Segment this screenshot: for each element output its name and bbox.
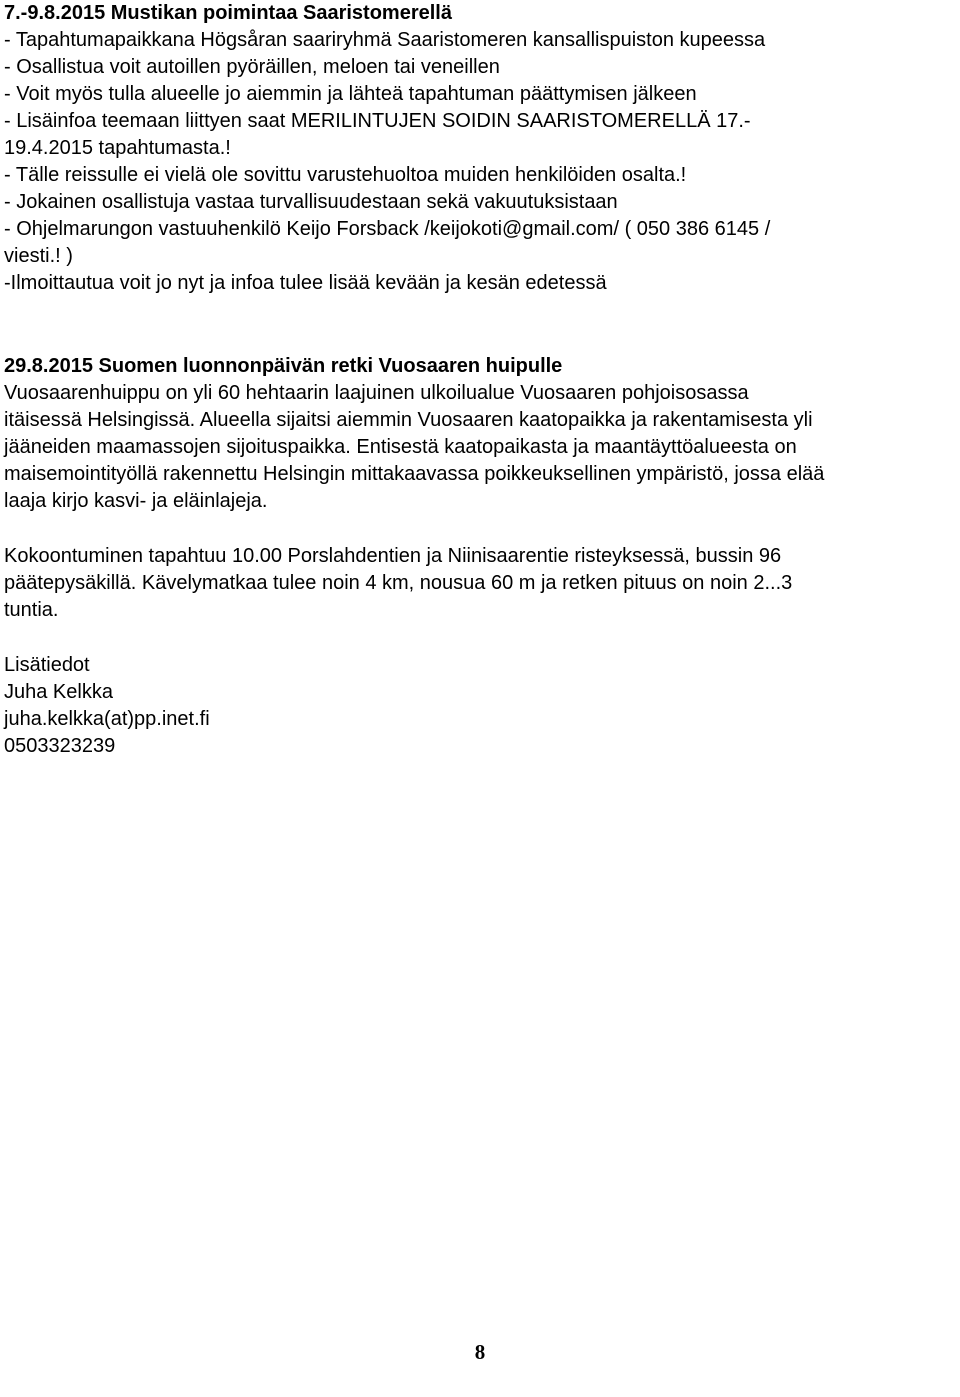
event-2-description-line: itäisessä Helsingissä. Alueella sijaitsi aiemmin Vuosaaren kaatopaikka ja rakentamisesta yli xyxy=(4,409,813,431)
event-2-description-line: laaja kirjo kasvi- ja eläinlajeja. xyxy=(4,490,268,512)
event-2-meeting-line: tuntia. xyxy=(4,599,59,621)
event-1-line: - Jokainen osallistuja vastaa turvallisuudestaan sekä vakuutuksistaan xyxy=(4,191,618,213)
event-2-title: 29.8.2015 Suomen luonnonpäivän retki Vuosaaren huipulle xyxy=(4,355,563,377)
event-1-title: 7.-9.8.2015 Mustikan poimintaa Saaristomerellä xyxy=(4,2,452,24)
event-1-line: viesti.! ) xyxy=(4,245,73,267)
event-1-line: - Tälle reissulle ei vielä ole sovittu varustehuoltoa muiden henkilöiden osalta.! xyxy=(4,164,687,186)
contact-email: juha.kelkka(at)pp.inet.fi xyxy=(4,708,210,730)
event-1-line: - Voit myös tulla alueelle jo aiemmin ja lähteä tapahtuman päättymisen jälkeen xyxy=(4,83,697,105)
event-1-line: - Lisäinfoa teemaan liittyen saat MERILINTUJEN SOIDIN SAARISTOMERELLÄ 17.- xyxy=(4,110,751,132)
contact-phone: 0503323239 xyxy=(4,735,116,757)
event-1-line: - Osallistua voit autoillen pyöräillen, meloen tai veneillen xyxy=(4,56,500,78)
event-1-line: - Tapahtumapaikkana Högsåran saariryhmä Saaristomeren kansallispuiston kupeessa xyxy=(4,29,766,51)
event-vuosaari xyxy=(4,353,956,760)
page-number: 8 xyxy=(474,1340,486,1364)
section-spacer xyxy=(4,325,956,353)
event-2-meeting-line: päätepysäkillä. Kävelymatkaa tulee noin 4 km, nousua 60 m ja retken pituus on noin 2...3 xyxy=(4,572,793,594)
event-2-description-line: Vuosaarenhuippu on yli 60 hehtaarin laajuinen ulkoilualue Vuosaaren pohjoisosassa xyxy=(4,382,749,404)
event-mustikka xyxy=(4,0,956,297)
contact-block xyxy=(4,652,956,760)
paragraph-spacer xyxy=(4,624,956,652)
contact-name: Juha Kelkka xyxy=(4,681,113,703)
event-2-description-line: jääneiden maamassojen sijoituspaikka. Entisestä kaatopaikasta ja maantäyttöalueesta on xyxy=(4,436,797,458)
event-2-description-line: maisemointityöllä rakennettu Helsingin mittakaavassa poikkeuksellinen ympäristö, jossa elää xyxy=(4,463,825,485)
event-2-meeting-line: Kokoontuminen tapahtuu 10.00 Porslahdentien ja Niinisaarentie risteyksessä, bussin 96 xyxy=(4,545,782,567)
event-1-line: 19.4.2015 tapahtumasta.! xyxy=(4,137,231,159)
event-1-line: -Ilmoittautua voit jo nyt ja infoa tulee lisää kevään ja kesän edetessä xyxy=(4,272,607,294)
contact-heading: Lisätiedot xyxy=(4,654,90,676)
paragraph-spacer xyxy=(4,515,956,543)
section-spacer xyxy=(4,297,956,325)
event-1-line: - Ohjelmarungon vastuuhenkilö Keijo Forsback /keijokoti@gmail.com/ ( 050 386 6145 / xyxy=(4,218,771,240)
document-page xyxy=(4,0,956,760)
